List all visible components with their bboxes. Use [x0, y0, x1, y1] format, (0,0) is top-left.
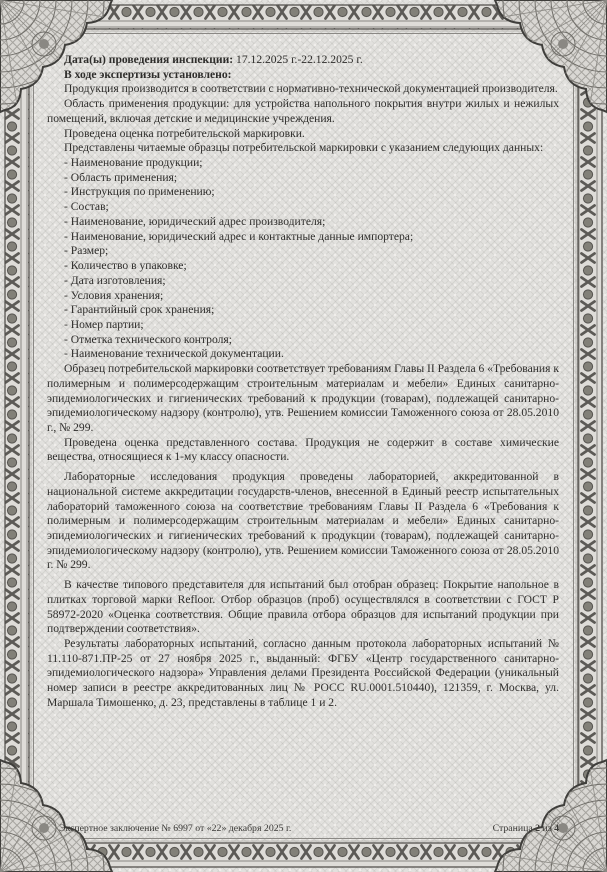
findings-heading: В ходе экспертизы установлено:	[64, 67, 232, 81]
marking-list-item: - Наименование технической документации.	[64, 347, 284, 361]
marking-list-item: - Область применения;	[64, 170, 178, 184]
marking-list-item: - Размер;	[64, 244, 109, 258]
marking-list-item: - Количество в упаковке;	[64, 259, 187, 273]
paragraph: Представлены читаемые образцы потребительской маркировки с указанием следующих данных:	[64, 141, 544, 155]
paragraph: Результаты лабораторных испытаний, согласно данным протокола лабораторных испытаний № 11.110-871.ПР-25 от 27 ноября 2025 г., выданный: ФГБУ «Центр государственного санитарно-эпидемиологического надзора» Управления делами Президента Российской Федерации (уникальный номер записи в реестре аккредитованных лиц № РОСС RU.0001.510440), 121359, г. Москва, ул. Маршала Тимошенко, д. 23, представлены в таблице 1 и 2.	[47, 637, 559, 709]
page-indicator	[493, 823, 559, 834]
border-band-right	[578, 5, 602, 867]
page-total: 4	[554, 823, 559, 834]
page-indicator-sep: из	[540, 823, 555, 834]
paragraph: Проведена оценка представленного состава. Продукция не содержит в составе химические вещества, относящиеся к 1-му классу опасности.	[47, 435, 559, 464]
marking-list-item: - Состав;	[64, 200, 109, 214]
paragraph: Область применения продукции: для устройства напольного покрытия внутри жилых и нежилых помещений, включая детские и медицинские учреждения.	[47, 97, 559, 125]
inspection-dates-line	[47, 53, 559, 68]
document-reference: Экспертное заключение № 6997 от «22» декабря 2025 г.	[59, 823, 292, 834]
marking-list-item: - Дата изготовления;	[64, 273, 166, 287]
document-body	[47, 53, 559, 711]
marking-list-item: - Гарантийный срок хранения;	[64, 303, 215, 317]
paragraph: Образец потребительской маркировки соответствует требованиям Главы II Раздела 6 «Требования к полимерным и полимерсодержащим строительным материалам и мебели» Единых санитарно-эпидемиологических и гигиенических требований к продукции (товарам), подлежащей санитарно-эпидемиологическому надзору (контролю), утв. Решением комиссии Таможенного союза от 28.05.2010 г., № 299.	[47, 362, 560, 434]
marking-list-item: - Наименование, юридический адрес и контактные данные импортера;	[64, 229, 414, 243]
paragraph: Продукция производится в соответствии с нормативно-технической документацией производителя.	[64, 82, 558, 96]
marking-list-item: - Отметка технического контроля;	[64, 332, 232, 346]
paragraph: Лабораторные исследования продукция проведены лабораторией, аккредитованной в национальной системе аккредитации государств-членов, внесенной в Единый реестр испытательных лабораторий таможенного союза на соответствие требованиям Главы II Раздела 6 «Требования к полимерным и полимерсодержащим строительным материалам и мебели» Единых санитарно-эпидемиологических и гигиенических требований к продукции (товарам), подлежащей санитарно-эпидемиологическому надзору (контролю), утв. Решением комиссии Таможенного союза от 28.05.2010 г. № 299.	[47, 470, 559, 572]
page-footer	[47, 823, 559, 834]
marking-list-item: - Инструкция по применению;	[64, 185, 215, 199]
page-indicator-label: Страница	[492, 823, 536, 834]
corner-ornament-bottom-left	[0, 760, 112, 872]
inspection-dates-label: Дата(ы) проведения инспекции:	[64, 53, 234, 66]
marking-list-item: - Наименование, юридический адрес производителя;	[64, 214, 326, 228]
paragraph: В качестве типового представителя для испытаний был отобран образец: Покрытие напольное в плитках торговой марки Refloor. Отбор образцов (проб) осуществлялся в соответствии с ГОСТ Р 58972-2020 «Оценка соответствия. Общие правила отбора образцов для испытаний продукции при подтверждении соответствия».	[47, 578, 559, 636]
marking-list-item: - Наименование продукции;	[64, 156, 203, 170]
border-band-left	[5, 5, 29, 867]
paragraph: Проведена оценка потребительской маркировки.	[64, 126, 305, 140]
marking-list-item: - Условия хранения;	[64, 288, 164, 302]
inspection-dates-value: 17.12.2025 г.-22.12.2025 г.	[233, 53, 363, 66]
marking-list-item: - Номер партии;	[64, 317, 144, 331]
page-current: 2	[535, 823, 541, 834]
corner-ornament-bottom-right	[492, 760, 607, 872]
